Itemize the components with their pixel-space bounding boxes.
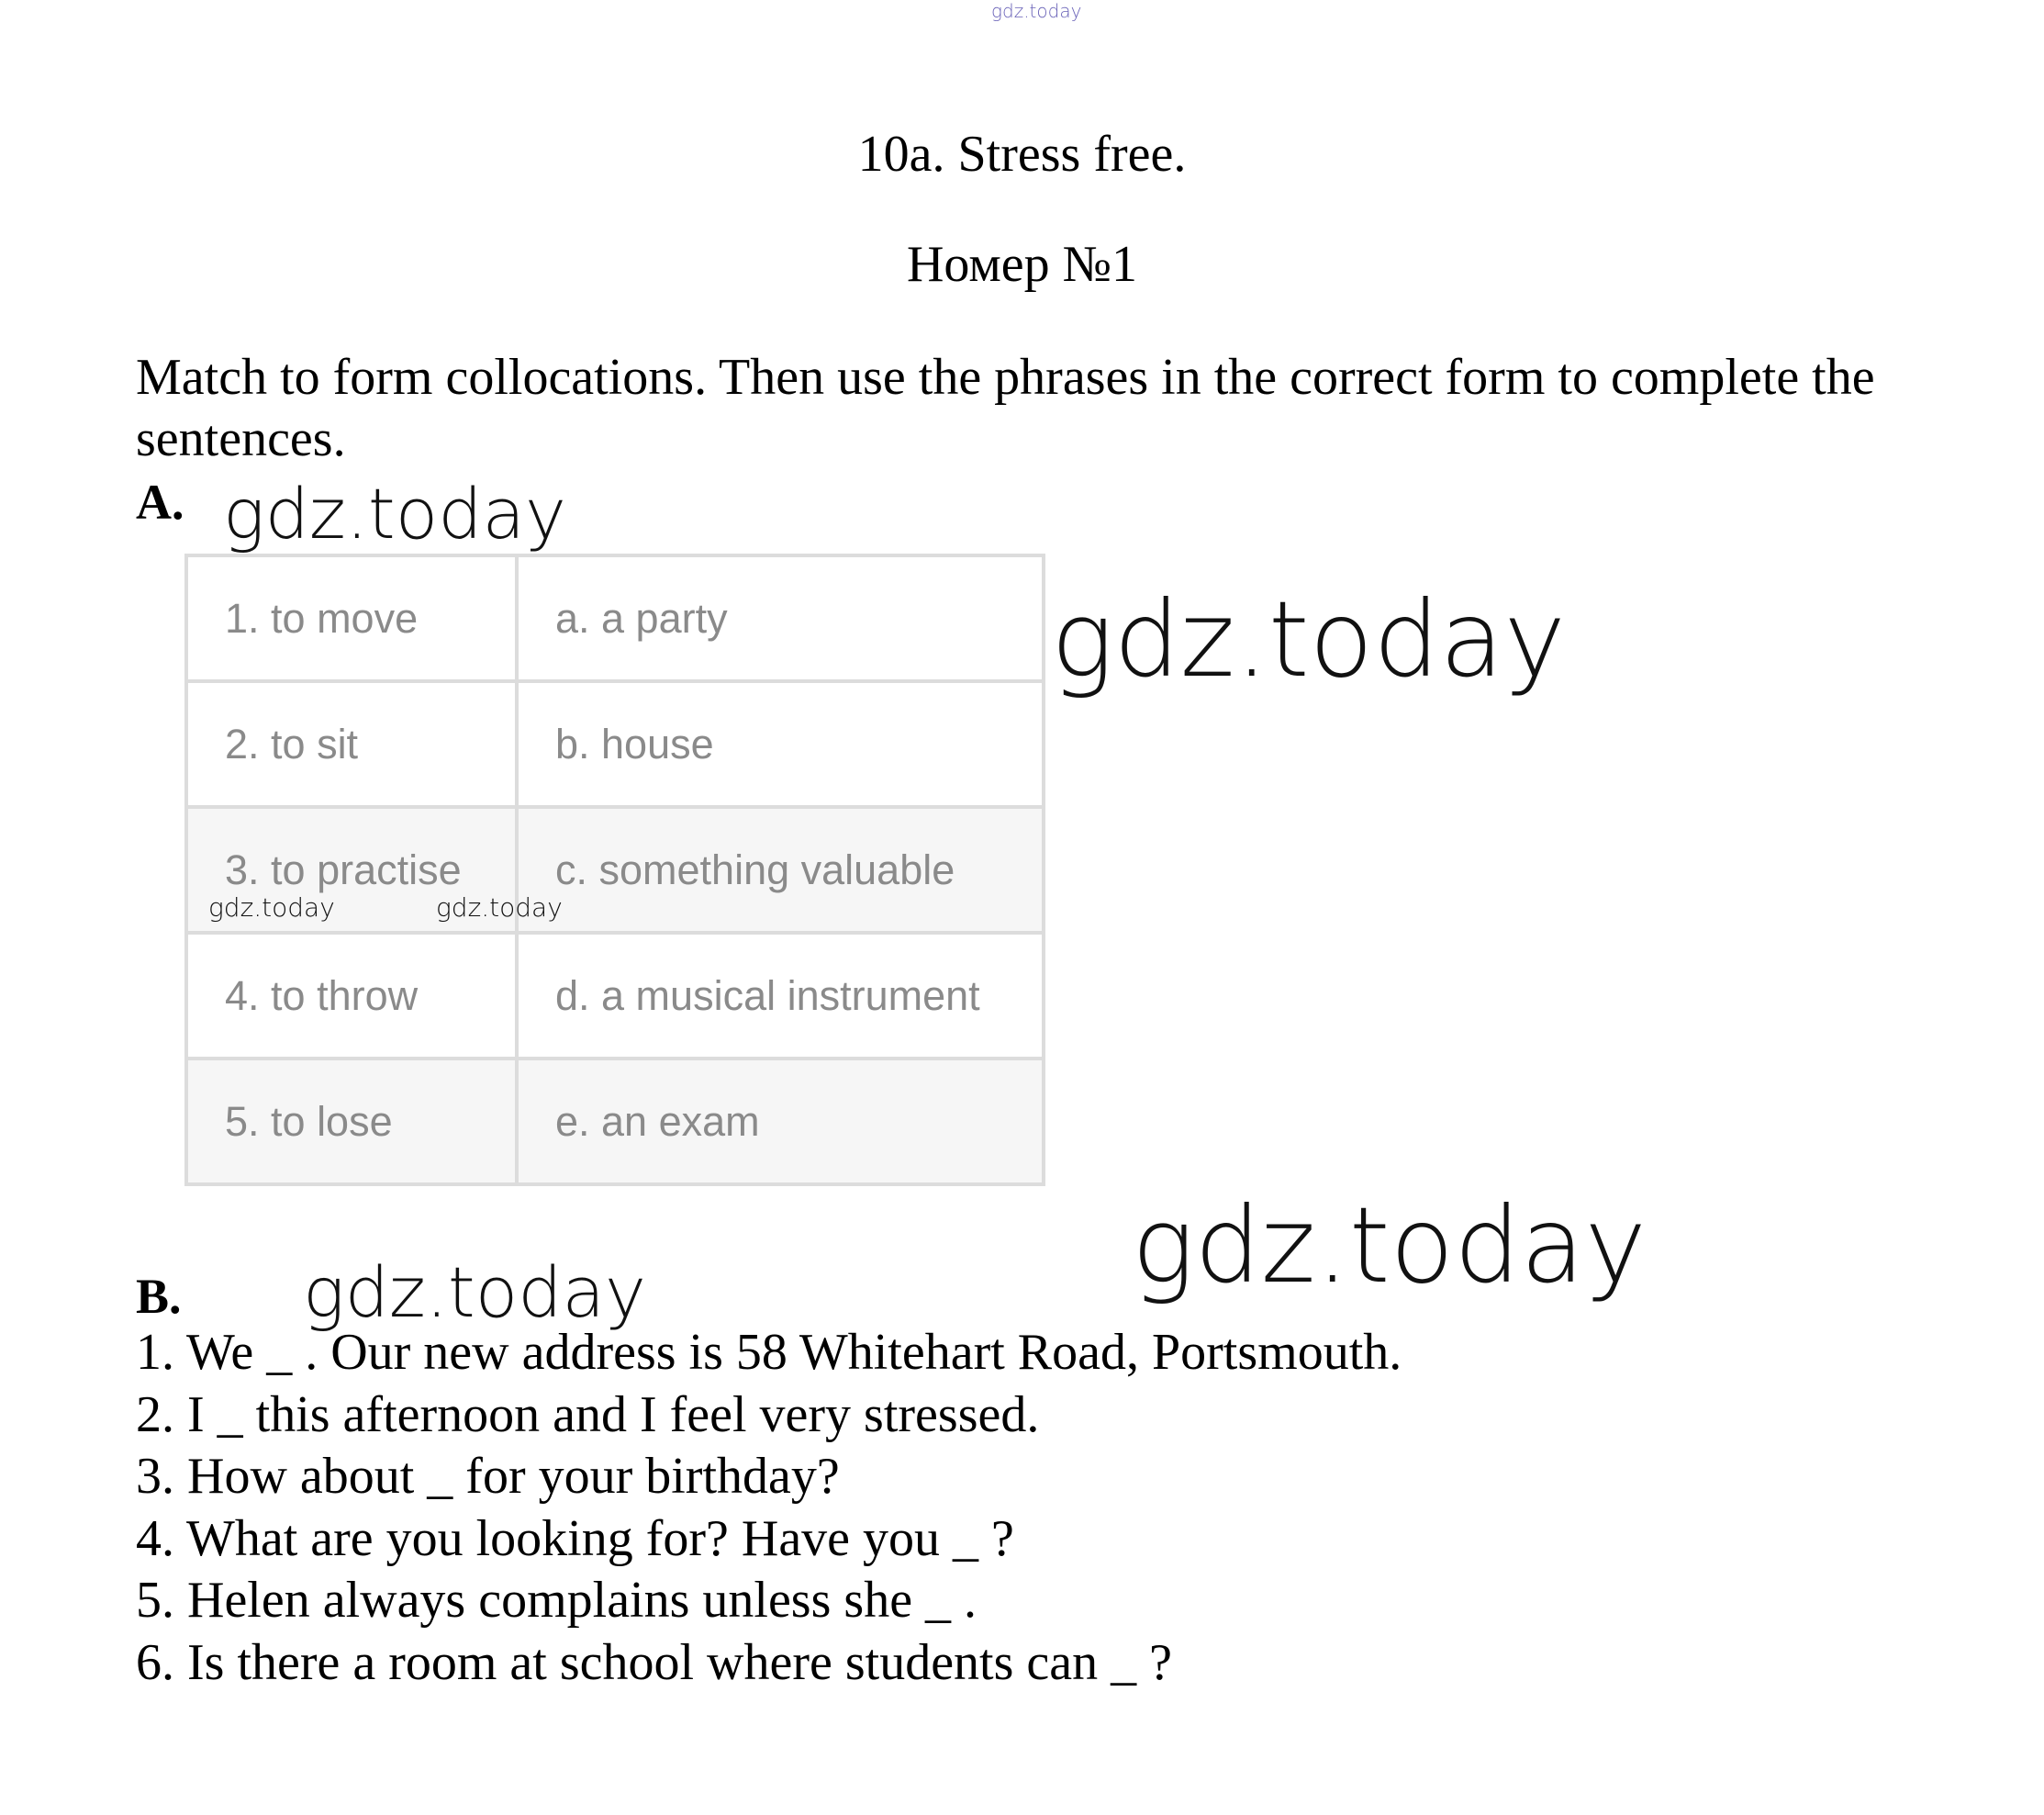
- list-item: 6. Is there a room at school where students can _ ?: [136, 1633, 1172, 1691]
- section-b-label: B.: [136, 1269, 182, 1324]
- table-row: [186, 1059, 1044, 1184]
- table-cell-noun: e. an exam: [517, 1059, 1044, 1184]
- sentence-list: [136, 1322, 1402, 1694]
- watermark-a: gdz.today: [223, 473, 566, 555]
- collocation-table: [184, 554, 1045, 1186]
- watermark-table-right: gdz.today: [1051, 578, 1566, 700]
- list-item: 2. I _ this afternoon and I feel very stressed.: [136, 1385, 1040, 1443]
- exercise-number: Номер №1: [906, 236, 1138, 293]
- table-cell-verb: 2. to sit: [186, 681, 517, 807]
- table-row: [186, 933, 1044, 1059]
- watermark-below-table: gdz.today: [1132, 1184, 1647, 1306]
- watermark-top: gdz.today: [991, 0, 1082, 22]
- table-cell-noun: b. house: [517, 681, 1044, 807]
- watermark-b: gdz.today: [303, 1251, 646, 1333]
- list-item: 5. Helen always complains unless she _ .: [136, 1572, 977, 1629]
- table-cell-verb: 1. to move: [186, 555, 517, 681]
- table-cell-verb: 4. to throw: [186, 933, 517, 1059]
- section-a-label: A.: [136, 475, 184, 530]
- instruction-text: Match to form collocations. Then use the phrases in the correct form to complete the sentences.: [136, 349, 1875, 467]
- watermark-row3-mid: gdz.today: [436, 892, 563, 923]
- table-row: [186, 681, 1044, 807]
- page-title: 10a. Stress free.: [857, 126, 1187, 183]
- table-cell-noun: c. something valuable: [517, 807, 1044, 933]
- table-row: [186, 555, 1044, 681]
- table-cell-noun: a. a party: [517, 555, 1044, 681]
- table-cell-verb: 5. to lose: [186, 1059, 517, 1184]
- list-item: 3. How about _ for your birthday?: [136, 1448, 840, 1505]
- table-cell-verb: 3. to practise: [186, 807, 517, 933]
- watermark-row3-left: gdz.today: [208, 892, 335, 923]
- table-cell-noun: d. a musical instrument: [517, 933, 1044, 1059]
- list-item: 4. What are you looking for? Have you _ ?: [136, 1509, 1014, 1567]
- list-item: 1. We _ . Our new address is 58 Whitehart Road, Portsmouth.: [136, 1324, 1402, 1381]
